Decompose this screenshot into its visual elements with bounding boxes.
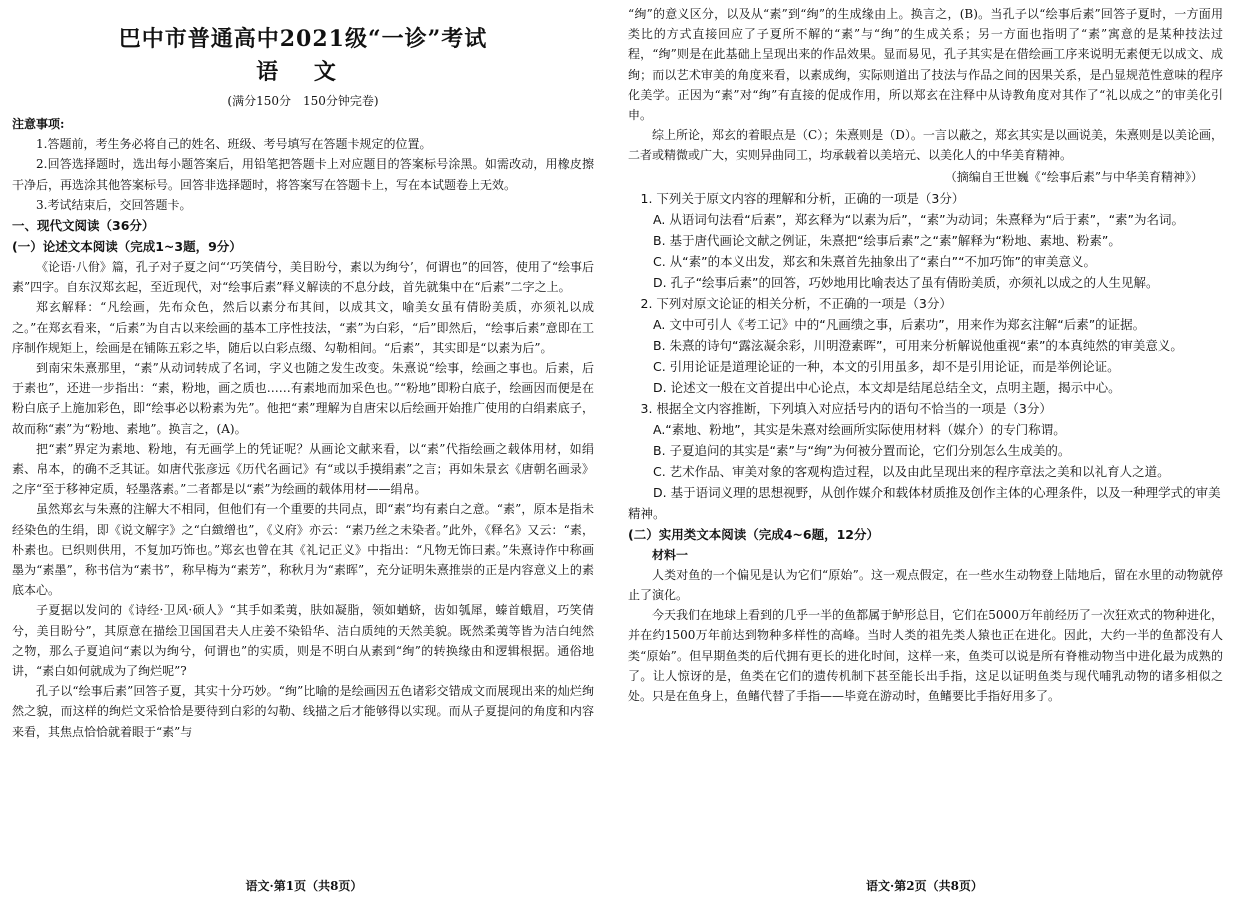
material-paragraph: 人类对鱼的一个偏见是认为它们“原始”。这一观点假定，在一些水生动物登上陆地后，留在水里的动物就停止了演化。: [628, 567, 1223, 603]
question-option: C. 引用论证是道理论证的一种，本文的引用虽多，却不是引用论证，而是举例论证。: [653, 358, 1120, 374]
page-footer: 语文·第1页（共8页）: [245, 879, 363, 893]
subsection-heading: (一）论述文本阅读（完成1~3题，9分）: [12, 239, 242, 255]
question-option: D. 基于语词义理的思想视野，从创作媒介和载体材质推及创作主体的心理条件，以及一种理学式的审美精神。: [628, 484, 1221, 521]
question-option: C. 从“素”的本义出发，郑玄和朱熹首先抽象出了“素白”“不加巧饰”的审美意义。: [653, 253, 1097, 269]
subsection-heading: (二）实用类文本阅读（完成4~6题，12分）: [628, 526, 879, 542]
question-option: A. 文中可引人《考工记》中的“凡画缋之事，后素功”，用来作为郑玄注解“后素”的证据。: [653, 316, 1146, 332]
question-option: A. 从语词句法看“后素”，郑玄释为“以素为后”，“素”为动词；朱熹释为“后于素”，“素”为名词。: [653, 211, 1185, 227]
passage-paragraph: 到南宋朱熹那里，“素”从动词转成了名词，字义也随之发生改变。朱熹说“绘事，绘画之事也。后素，后于素也”，还进一步指出：“素，粉地，画之质也……有素地而加采色也。”“粉地”即粉白底子，绘画因而便是在粉白底子上施加彩色，即“绘事必以粉素为先”。他把“素”理解为自唐宋以后绘画开始推广使用的白绢素底子，故而称“素”为“粉地、素地”。换言之，(A)。: [12, 361, 594, 436]
question-option: C. 艺术作品、审美对象的客观构造过程，以及由此呈现出来的程序章法之美和以礼育人之道。: [653, 463, 1170, 479]
question-option: D. 论述文一般在文首提出中心论点，本文却是结尾总结全文，点明主题，揭示中心。: [653, 379, 1121, 395]
question-option: A.“素地、粉地”，其实是朱熹对绘画所实际使用材料（媒介）的专门称谓。: [653, 421, 1066, 437]
question-stem: 2. 下列对原文论证的相关分析，不正确的一项是（3分）: [640, 295, 952, 311]
passage-paragraph: 虽然郑玄与朱熹的注解大不相同，但他们有一个重要的共同点，即“素”均有素白之意。“素”，原本是指未经染色的生绢，即《说文解字》之“白緻缯也”，《义府》亦云：“素乃丝之未染者。”此外，《释名》又云：“素，朴素也。已织则供用，不复加巧饰也。”郑玄也曾在其《礼记正义》中指出：“凡物无饰曰素。”朱熹诗作中称画墨为“素墨”，称书信为“素书”，称早梅为“素芳”，称秋月为“素晖”，充分证明朱熹推崇的正是内容意义上的素底本心。: [12, 502, 594, 598]
page-footer: 语文·第2页（共8页）: [866, 879, 983, 893]
notice-item: 1.答题前，考生务必将自己的姓名、班级、考号填写在答题卡规定的位置。: [36, 137, 432, 152]
subject-title: 语 文: [256, 59, 350, 85]
passage-paragraph: 把“素”界定为素地、粉地，有无画学上的凭证呢？从画论文献来看，以“素”代指绘画之载体用材，如绢素、帛本，的确不乏其证。如唐代张彦远《历代名画记》有“或以手摸绢素”之言；再如朱景玄《唐朝名画录》之序“至于移神定质，轻墨落素。”二者都是以“素”为绘画的载体用材——绢帛。: [12, 441, 594, 497]
question-option: D. 孔子“绘事后素”的回答，巧妙地用比喻表达了虽有倩盼美质，亦须礼以成之的人生见解。: [653, 274, 1159, 290]
notice-heading: 注意事项:: [12, 117, 65, 131]
notice-item: 3.考试结束后，交回答题卡。: [36, 197, 192, 212]
passage-paragraph: “绚”的意义区分，以及从“素”到“绚”的生成缘由上。换言之，(B)。当孔子以“绘事后素”回答子夏时，一方面用类比的方式直接回应了子夏所不解的“素”与“绚”的生成关系；另一方面也指明了“素”寓意的是某种技法过程，“绚”则是在此基础上呈现出来的作品效果。显而易见，孔子其实是在借绘画工序来说明无素便无以成文、成绚；而以艺术审美的角度来看，以素成绚，实际则道出了技法与作品之间的因果关系，是凸显规范性意味的程序化美学。正因为“素”对“绚”有直接的促成作用，所以郑玄在注释中从诗教角度对其作了“礼以成之”的审美化引申。: [628, 7, 1223, 123]
question-option: B. 子夏追问的其实是“素”与“绚”为何被分置而论，它们分别怎么生成美的。: [653, 442, 1071, 458]
exam-title: 巴中市普通高中2021级“一诊”考试: [118, 26, 488, 52]
passage-paragraph: 综上所论，郑玄的着眼点是（C）；朱熹则是（D）。一言以蔽之，郑玄其实是以画说美，朱熹则是以美论画，二者或精微或广大，实则异曲同工，均承载着以美培元、以美化人的中华美育精神。: [628, 128, 1223, 163]
score-time-note: (满分150分 150分钟完卷): [227, 94, 379, 108]
passage-source: （摘编自王世巍《“绘事后素”与中华美育精神》）: [944, 169, 1203, 184]
section-heading: 一、现代文阅读（36分）: [12, 218, 155, 234]
notice-item: 2.回答选择题时，选出每小题答案后，用铅笔把答题卡上对应题目的答案标号涂黑。如需改动，用橡皮擦干净后，再选涂其他答案标号。回答非选择题时，将答案写在答题卡上，写在本试题卷上无效。: [12, 157, 594, 192]
passage-paragraph: 子夏据以发问的《诗经·卫风·硕人》“其手如柔荑，肤如凝脂，领如蝤蛴，齿如瓠犀，螓首蛾眉，巧笑倩兮，美目盼兮”，其原意在描绘卫国国君夫人庄姜不染铅华、洁白质纯的天然美貌。既然柔荑等皆为洁白纯然之物，那么子夏追问“素以为绚兮，何谓也”的实质，则是不明白从素到“绚”的转换缘由和逻辑根据。通俗地讲，“素白如何就成为了绚烂呢”?: [12, 603, 594, 679]
exam-page-1: [0, 0, 608, 900]
question-option: B. 朱熹的诗句“露泫凝余彩，川明澄素晖”，可用来分析解说他重视“素”的本真纯然的审美意义。: [653, 337, 1183, 353]
passage-paragraph: 郑玄解释：“凡绘画，先布众色，然后以素分布其间，以成其文，喻美女虽有倩盼美质，亦须礼以成之。”在郑玄看来，“后素”为自古以来绘画的基本工序性技法，“素”为白彩，“后”即然后，“绘事后素”意即在工序制作规矩上，绘画是在铺陈五彩之毕，随后以白彩点缀、勾勒相间。“后素”，其实即是“以素为后”。: [12, 300, 594, 355]
exam-page-2: [616, 0, 1233, 900]
question-stem: 3. 根据全文内容推断，下列填入对应括号内的语句不恰当的一项是（3分）: [640, 400, 1052, 416]
material-label: 材料一: [652, 547, 689, 562]
passage-paragraph: 《论语·八佾》篇，孔子对子夏之问“‘巧笑倩兮，美目盼兮，素以为绚兮’，何谓也”的回答，使用了“绘事后素”四字。自东汉郑玄起，至近现代，对“绘事后素”释义解读的不息分歧，首先就集中在“后素”二字之上。: [12, 260, 594, 295]
material-paragraph: 今天我们在地球上看到的几乎一半的鱼都属于鲈形总目，它们在5000万年前经历了一次狂欢式的物种进化，并在约1500万年前达到物种多样性的高峰。当时人类的祖先类人猿也正在进化。因此，大约一半的鱼都没有人类“原始”。但早期鱼类的后代拥有更长的进化时间，这样一来，鱼类可以说是所有脊椎动物当中进化最为成熟的了。让人惊讶的是，鱼类在它们的遗传机制下甚至能长出手指，这足以证明鱼类与现代哺乳动物的诸多相似之处。只是在鱼身上，鱼鳍代替了手指——毕竟在游动时，鱼鳍要比手指好用多了。: [628, 608, 1223, 704]
question-option: B. 基于唐代画论文献之例证，朱熹把“绘事后素”之“素”解释为“粉地、素地、粉素”。: [653, 232, 1121, 248]
question-stem: 1. 下列关于原文内容的理解和分析，正确的一项是（3分）: [640, 190, 965, 206]
passage-paragraph: 孔子以“绘事后素”回答子夏，其实十分巧妙。“绚”比喻的是绘画因五色诸彩交错成文而展现出来的灿烂绚然之貌，而这样的绚烂文采恰恰是要待到白彩的勾勒、线描之后才能够得以实现。而从子夏提问的角度和内容来看，其焦点恰恰就着眼于“素”与: [12, 684, 594, 739]
